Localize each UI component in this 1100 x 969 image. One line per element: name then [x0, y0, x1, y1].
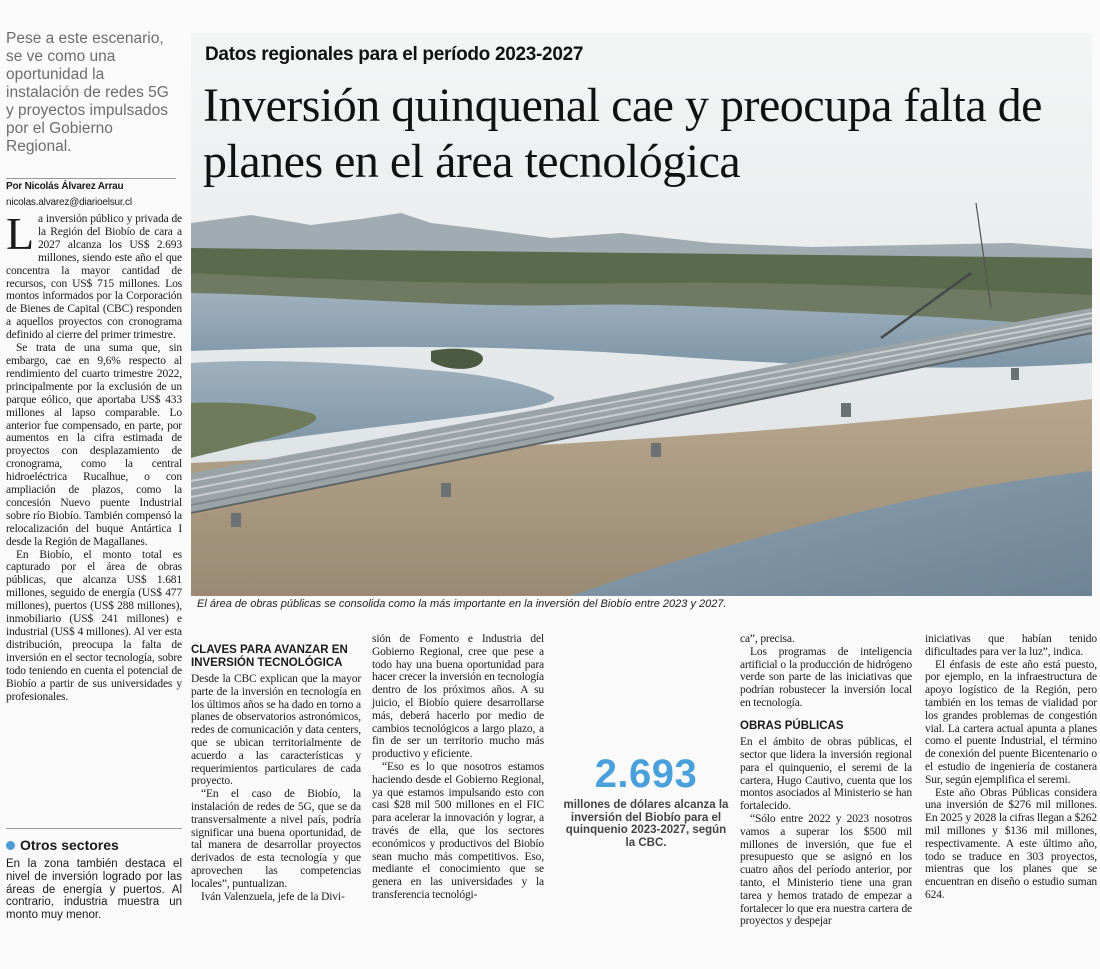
- author-name: Por Nicolás Álvarez Arrau: [6, 181, 124, 192]
- sidebar-title: [6, 837, 182, 853]
- bullet-dot-icon: [6, 841, 15, 850]
- col1-paragraph-1: Desde la CBC explican que la mayor parte de la inversión en tecnología en los últimos años se ha dado en torno a planes de observatorios astronómicos, redes de comunicación y data centers, que se ubican territorialmente de acuerdo a las características y requerimientos particulares de cada proyecto.: [191, 673, 361, 788]
- column-3: [740, 633, 912, 928]
- subhead-obras-publicas: OBRAS PÚBLICAS: [740, 719, 844, 732]
- big-stat: [562, 752, 730, 849]
- stat-number: 2.693: [594, 752, 698, 796]
- photo-caption: El área de obras públicas se consolida como la más importante en la inversión del Biobío entre 2023 y 2027.: [197, 598, 727, 610]
- column-2: [372, 633, 544, 902]
- col3-paragraph-3: “Sólo entre 2022 y 2023 nosotros vamos a superar los $500 mil millones de inversión, que fue el presupuesto que se asignó en los cuatro años del período anterior, por tanto, el Ministerio tiene una gran tarea y hemos tratado de empezar a fortalecer lo que era nuestra cartera de proyectos y despejar: [740, 813, 912, 928]
- intro-paragraph-3: En Biobío, el monto total es capturado por el área de obras públicas, que alcanza US$ 1.681 millones, seguido de energía (US$ 477 millones), puertos (US$ 288 millones), inmobiliario (US$ 241 millones) e industrial (US$ 4 millones). Al ver esta distribución, preocupa la falta de inversión en el sector tecnología, sobre todo teniendo en cuenta el potencial de Biobío a partir de sus universidades y profesionales.: [6, 548, 182, 703]
- sidebar-otros-sectores: [6, 828, 182, 922]
- sidebar-title-text: Otros sectores: [20, 837, 119, 853]
- intro-paragraph-2: Se trata de una suma que, sin embargo, cae en 9,6% respecto al rendimiento del cuarto trimestre 2022, principalmente por la exclusión de un parque eólico, que aportaba US$ 433 millones al lapso comparable. Lo anterior fue compensado, en parte, por aumentos en la cifra estimada de proyectos con desplazamiento de cronograma, como la central hidroeléctrica Rucalhue, o con ampliación de plazos, como la concesión Nuevo puente Industrial sobre río Biobío. También compensó la relocalización del buque Antártica I desde la Región de Magallanes.: [6, 342, 182, 548]
- byline: [6, 178, 176, 208]
- col3-paragraph-1: Los programas de inteligencia artificial o la producción de hidrógeno verde son parte de las iniciativas que podrían robustecer la inversión local en tecnología.: [740, 645, 912, 709]
- drop-cap: L: [6, 208, 34, 259]
- sidebar-text: En la zona también destaca el nivel de inversión logrado por las áreas de energía y puertos. Al contrario, industria muestra un monto muy menor.: [6, 858, 182, 922]
- subhead-claves: CLAVES PARA AVANZAR EN INVERSIÓN TECNOLÓGICA: [191, 644, 348, 669]
- col3-paragraph-2: En el ámbito de obras públicas, el sector que lidera la inversión regional para el quinquenio, el seremi de la cartera, Hugo Cautivo, cuenta que los montos asociados al Ministerio se han fortalecido.: [740, 736, 912, 813]
- col2-paragraph-2: “Eso es lo que nosotros estamos haciendo desde el Gobierno Regional, ya que estamos impulsando esto con casi $28 mil 500 millones en el FIC para acelerar la innovación y lograr, a través de ella, que los sectores económicos y productivos del Biobío sean mucho más competitivos. Eso, mediante el conocimiento que se genera en las universidades y la transferencia tecnológi-: [372, 760, 544, 901]
- col4-paragraph-1: El énfasis de este año está puesto, por ejemplo, en la infraestructura de apoyo logístico de la Región, pero también en los temas de vialidad por los grandes problemas de congestión vial. La cartera actual apunta a planes como el puente Industrial, el término de conexión del puente Bicentenario o el estudio de ingeniería de costanera Sur, según ejemplifica el seremi.: [925, 658, 1097, 786]
- col1-paragraph-2: “En el caso de Biobío, la instalación de redes de 5G, que se da transversalmente a nivel país, podría significar una buena oportunidad, de tal manera de desarrollar proyectos derivados de esta tecnología y que aprovechen las competencias locales”, puntualizan.: [191, 788, 361, 890]
- kicker: Datos regionales para el período 2023-2027: [205, 44, 584, 65]
- stat-label: millones de dólares alcanza la inversión del Biobío para el quinquenio 2023-2027, según la CBC.: [563, 799, 729, 849]
- intro-paragraph-1: [6, 208, 182, 342]
- headline: Inversión quinquenal cae y preocupa falta de planes en el área tecnológica: [203, 79, 1042, 188]
- intro-text-1: a inversión público y privada de la Región del Biobío de cara a 2027 alcanza los US$ 2.693 millones, siendo este año el que concentra la mayor cantidad de recursos, con US$ 715 millones. Los montos informados por la Corporación de Bienes de Capital (CBC) responden a aquellos proyectos con cronograma definido al cierre del primer trimestre.: [6, 213, 182, 342]
- article-intro: [6, 208, 182, 703]
- column-4: [925, 633, 1097, 902]
- pull-quote: Pese a este escenario, se ve como una oportunidad la instalación de redes 5G y proyectos impulsados por el Gobierno Regional.: [6, 30, 169, 155]
- col4-paragraph-2: Este año Obras Públicas considera una inversión de $276 mil millones. En 2025 y 2028 la cifras llegan a $262 mil millones y $136 mil millones, respectivamente. A este último año, todo se traduce en 303 proyectos, mientras que los planes que se encuentran en diseño o estudio suman 624.: [925, 786, 1097, 901]
- col4-paragraph-0: iniciativas que habían tenido dificultades para ver la luz”, indica.: [925, 633, 1097, 658]
- column-1: [191, 641, 361, 903]
- col2-paragraph-1: sión de Fomento e Industria del Gobierno Regional, cree que pese a todo hay una buena oportunidad para hacer crecer la inversión en tecnología dentro de los próximos años. A su juicio, el Biobío quiere desarrollarse más, deberá hacerlo por medio de cambios tecnológicos a largo plazo, a fin de ser un territorio mucho más productivo y eficiente.: [372, 633, 544, 761]
- author-email: nicolas.alvarez@diarioelsur.cl: [6, 197, 132, 208]
- col3-paragraph-0: ca”, precisa.: [740, 633, 795, 645]
- col1-paragraph-3: Iván Valenzuela, jefe de la Divi-: [201, 890, 345, 903]
